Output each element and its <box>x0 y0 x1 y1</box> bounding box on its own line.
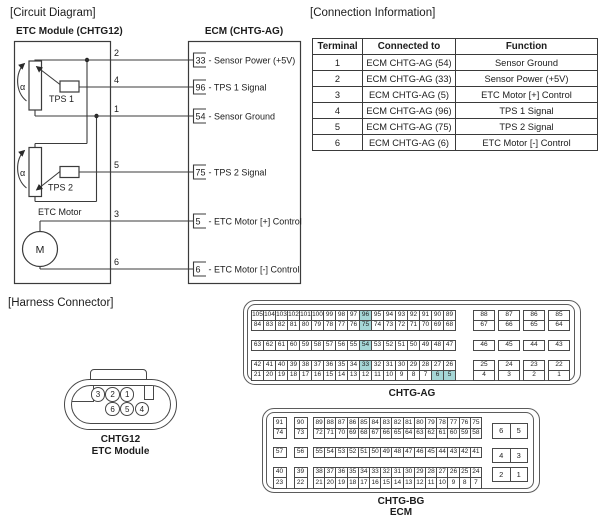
chtg-bg-pin-80: 80 <box>414 417 426 429</box>
chtg-bg-pin-76: 76 <box>459 417 471 429</box>
chtg-bg-pin-78: 78 <box>436 417 448 429</box>
chtg-bg-pin-43: 43 <box>447 447 459 459</box>
chtg12-pin-5: 5 <box>120 402 135 417</box>
chtg-ag-pin-69: 69 <box>431 320 444 331</box>
table-row <box>313 71 598 87</box>
ecm-pin-number: 96 <box>195 82 206 93</box>
chtg-ag-pin-35: 35 <box>335 360 348 371</box>
connection-information-table <box>312 38 598 151</box>
chtg-ag-pin-44: 44 <box>523 340 545 351</box>
chtg-bg-pin-82: 82 <box>391 417 403 429</box>
chtg-bg-pin-29: 29 <box>414 467 426 479</box>
chtg-bg-pin-84: 84 <box>369 417 381 429</box>
chtg-ag-pin-28: 28 <box>419 360 432 371</box>
connected-to-cell: ECM CHTG-AG (96) <box>363 103 456 119</box>
chtg-ag-pin-10: 10 <box>383 370 396 381</box>
chtg-ag-pin-13: 13 <box>347 370 360 381</box>
chtg-bg-pin-14: 14 <box>391 477 403 489</box>
chtg-bg-pin-6: 6 <box>492 423 511 439</box>
chtg-bg-pin-22: 22 <box>294 477 308 489</box>
module-pin-number: 1 <box>114 104 120 114</box>
ecm-pin-number: 6 <box>195 264 201 275</box>
connected-to-cell: ECM CHTG-AG (75) <box>363 119 456 135</box>
chtg-bg-pin-45: 45 <box>425 447 437 459</box>
col-header-function: Function <box>456 39 598 55</box>
module-pin-number: 5 <box>114 160 120 170</box>
chtg-ag-pin-4: 4 <box>473 370 495 381</box>
chtg12-pin-2: 2 <box>105 387 120 402</box>
circuit-diagram-section-title: [Circuit Diagram] <box>10 7 96 19</box>
chtg-ag-pin-16: 16 <box>311 370 324 381</box>
chtg-ag-pin-21: 21 <box>251 370 264 381</box>
col-header-connected-to: Connected to <box>363 39 456 55</box>
chtg-bg-pin-2: 2 <box>492 467 511 483</box>
chtg-ag-pin-15: 15 <box>323 370 336 381</box>
chtg-ag-pin-89: 89 <box>443 310 456 321</box>
chtg-bg-pin-79: 79 <box>425 417 437 429</box>
function-cell: Sensor Power (+5V) <box>456 71 598 87</box>
connected-to-cell: ECM CHTG-AG (54) <box>363 55 456 71</box>
chtg-ag-pin-52: 52 <box>383 340 396 351</box>
chtg12-connector-label: CHTG12 <box>100 434 141 445</box>
chtg-bg-pin-23: 23 <box>273 477 287 489</box>
function-cell: ETC Motor [-] Control <box>456 135 598 151</box>
chtg-bg-pin-71: 71 <box>324 428 336 440</box>
chtg-bg-pin-49: 49 <box>380 447 392 459</box>
chtg-bg-pin-46: 46 <box>414 447 426 459</box>
chtg-bg-pin-27: 27 <box>436 467 448 479</box>
chtg-bg-pin-35: 35 <box>347 467 359 479</box>
ecm-pin-function: - ETC Motor [+] Control <box>208 216 302 227</box>
chtg-bg-pin-36: 36 <box>335 467 347 479</box>
chtg-ag-pin-45: 45 <box>498 340 520 351</box>
chtg-ag-pin-47: 47 <box>443 340 456 351</box>
chtg-ag-pin-88: 88 <box>473 310 495 321</box>
chtg-bg-pin-30: 30 <box>403 467 415 479</box>
chtg-ag-pin-14: 14 <box>335 370 348 381</box>
chtg-ag-pin-101: 101 <box>299 310 312 321</box>
chtg-bg-pin-8: 8 <box>459 477 471 489</box>
table-row <box>313 55 598 71</box>
chtg-bg-pin-32: 32 <box>380 467 392 479</box>
chtg-ag-pin-26: 26 <box>443 360 456 371</box>
etc-motor-label: ETC Motor <box>38 207 82 217</box>
chtg12-pin-1: 1 <box>120 387 135 402</box>
chtg-bg-pin-5: 5 <box>510 423 529 439</box>
chtg-bg-pin-73: 73 <box>294 428 308 440</box>
chtg-bg-pin-13: 13 <box>403 477 415 489</box>
circuit-diagram <box>0 0 310 292</box>
chtg-ag-pin-30: 30 <box>395 360 408 371</box>
chtg-bg-pin-17: 17 <box>358 477 370 489</box>
chtg-ag-pin-19: 19 <box>275 370 288 381</box>
connected-to-cell: ECM CHTG-AG (6) <box>363 135 456 151</box>
chtg-ag-pin-9: 9 <box>395 370 408 381</box>
terminal-cell: 4 <box>313 103 363 119</box>
chtg-bg-pin-88: 88 <box>324 417 336 429</box>
chtg-ag-pin-41: 41 <box>263 360 276 371</box>
tps2-wiper-box <box>60 167 79 178</box>
chtg-bg-pin-56: 56 <box>294 447 308 459</box>
chtg-bg-pin-47: 47 <box>403 447 415 459</box>
chtg-bg-pin-31: 31 <box>391 467 403 479</box>
chtg12-pin-3: 3 <box>91 387 106 402</box>
chtg-bg-pin-48: 48 <box>391 447 403 459</box>
chtg-ag-pin-71: 71 <box>407 320 420 331</box>
chtg-ag-pin-73: 73 <box>383 320 396 331</box>
chtg-ag-pin-80: 80 <box>299 320 312 331</box>
chtg-ag-pin-64: 64 <box>548 320 570 331</box>
chtg-ag-pin-55: 55 <box>347 340 360 351</box>
chtg-bg-pin-90: 90 <box>294 417 308 429</box>
chtg-ag-pin-63: 63 <box>251 340 264 351</box>
chtg-bg-pin-18: 18 <box>347 477 359 489</box>
chtg-ag-pin-57: 57 <box>323 340 336 351</box>
chtg-bg-pin-64: 64 <box>403 428 415 440</box>
etc-module-box-label: ETC Module (CHTG12) <box>16 26 123 37</box>
chtg-bg-pin-74: 74 <box>273 428 287 440</box>
chtg-ag-pin-46: 46 <box>473 340 495 351</box>
chtg-bg-pin-41: 41 <box>470 447 482 459</box>
chtg-ag-pin-102: 102 <box>287 310 300 321</box>
chtg-bg-pin-19: 19 <box>335 477 347 489</box>
chtg-bg-pin-20: 20 <box>324 477 336 489</box>
chtg-ag-pin-93: 93 <box>395 310 408 321</box>
chtg-bg-pin-50: 50 <box>369 447 381 459</box>
chtg-bg-connector-sublabel: ECM <box>389 507 413 518</box>
chtg-ag-pin-76: 76 <box>347 320 360 331</box>
chtg-bg-pin-44: 44 <box>436 447 448 459</box>
chtg-ag-pin-60: 60 <box>287 340 300 351</box>
chtg-ag-pin-62: 62 <box>263 340 276 351</box>
chtg-ag-pin-33: 33 <box>359 360 372 371</box>
chtg-ag-pin-65: 65 <box>523 320 545 331</box>
chtg-ag-pin-72: 72 <box>395 320 408 331</box>
terminal-cell: 6 <box>313 135 363 151</box>
chtg-ag-pin-5: 5 <box>443 370 456 381</box>
chtg-ag-pin-48: 48 <box>431 340 444 351</box>
chtg-ag-pin-38: 38 <box>299 360 312 371</box>
terminal-cell: 1 <box>313 55 363 71</box>
chtg-bg-pin-38: 38 <box>313 467 325 479</box>
tps1-wiper-box <box>60 81 79 92</box>
tps2-label: TPS 2 <box>48 182 74 193</box>
chtg-bg-pin-77: 77 <box>447 417 459 429</box>
chtg12-step-horizontal <box>72 401 94 402</box>
tps1-label: TPS 1 <box>49 94 75 104</box>
chtg-bg-pin-75: 75 <box>470 417 482 429</box>
chtg-ag-pin-70: 70 <box>419 320 432 331</box>
chtg-ag-pin-12: 12 <box>359 370 372 381</box>
function-cell: TPS 2 Signal <box>456 119 598 135</box>
chtg-ag-pin-2: 2 <box>523 370 545 381</box>
chtg-bg-pin-37: 37 <box>324 467 336 479</box>
terminal-cell: 5 <box>313 119 363 135</box>
module-pin-number: 4 <box>114 75 120 85</box>
terminal-cell: 2 <box>313 71 363 87</box>
connection-information-section-title: [Connection Information] <box>310 7 436 19</box>
tps1-angle-symbol: α <box>20 82 26 92</box>
chtg-ag-pin-67: 67 <box>473 320 495 331</box>
chtg-ag-pin-83: 83 <box>263 320 276 331</box>
chtg-ag-pin-82: 82 <box>275 320 288 331</box>
chtg12-pin-6: 6 <box>105 402 120 417</box>
chtg-bg-pin-7: 7 <box>470 477 482 489</box>
chtg-ag-pin-84: 84 <box>251 320 264 331</box>
chtg-bg-pin-26: 26 <box>447 467 459 479</box>
chtg-ag-pin-103: 103 <box>275 310 288 321</box>
chtg-ag-pin-40: 40 <box>275 360 288 371</box>
table-row <box>313 103 598 119</box>
chtg-bg-pin-61: 61 <box>436 428 448 440</box>
chtg-ag-pin-32: 32 <box>371 360 384 371</box>
chtg-ag-pin-77: 77 <box>335 320 348 331</box>
chtg-bg-pin-4: 4 <box>492 448 511 464</box>
ecm-pin-number: 5 <box>195 216 201 227</box>
chtg12-key-notch <box>144 386 154 400</box>
motor-symbol: M <box>35 244 45 256</box>
chtg-ag-pin-59: 59 <box>299 340 312 351</box>
ecm-box <box>189 42 301 284</box>
chtg-bg-pin-12: 12 <box>414 477 426 489</box>
chtg-bg-pin-85: 85 <box>358 417 370 429</box>
ecm-pin-number: 54 <box>195 111 206 122</box>
chtg-bg-pin-55: 55 <box>313 447 325 459</box>
chtg-ag-pin-37: 37 <box>311 360 324 371</box>
chtg-bg-pin-51: 51 <box>358 447 370 459</box>
chtg-ag-pin-36: 36 <box>323 360 336 371</box>
chtg-ag-pin-31: 31 <box>383 360 396 371</box>
col-header-terminal: Terminal <box>313 39 363 55</box>
chtg-bg-pin-86: 86 <box>347 417 359 429</box>
chtg-bg-pin-54: 54 <box>324 447 336 459</box>
module-pin-number: 3 <box>114 209 120 219</box>
chtg-bg-pin-16: 16 <box>369 477 381 489</box>
chtg12-connector-sublabel: ETC Module <box>91 446 150 457</box>
table-row <box>313 135 598 151</box>
ecm-pin-function: - Sensor Power (+5V) <box>208 55 296 66</box>
chtg-ag-pin-105: 105 <box>251 310 264 321</box>
chtg-bg-pin-83: 83 <box>380 417 392 429</box>
chtg-ag-pin-75: 75 <box>359 320 372 331</box>
connected-to-cell: ECM CHTG-AG (5) <box>363 87 456 103</box>
chtg-bg-pin-60: 60 <box>447 428 459 440</box>
chtg-bg-pin-65: 65 <box>391 428 403 440</box>
chtg-ag-pin-97: 97 <box>347 310 360 321</box>
chtg-ag-pin-49: 49 <box>419 340 432 351</box>
chtg-ag-pin-8: 8 <box>407 370 420 381</box>
chtg-ag-pin-81: 81 <box>287 320 300 331</box>
chtg-ag-pin-91: 91 <box>419 310 432 321</box>
chtg-bg-pin-10: 10 <box>436 477 448 489</box>
chtg-bg-pin-81: 81 <box>403 417 415 429</box>
chtg-ag-pin-95: 95 <box>371 310 384 321</box>
table-row <box>313 87 598 103</box>
connected-to-cell: ECM CHTG-AG (33) <box>363 71 456 87</box>
chtg-bg-pin-53: 53 <box>335 447 347 459</box>
chtg-ag-pin-1: 1 <box>548 370 570 381</box>
chtg-ag-pin-22: 22 <box>548 360 570 371</box>
chtg-bg-pin-33: 33 <box>369 467 381 479</box>
chtg-bg-pin-69: 69 <box>347 428 359 440</box>
terminal-cell: 3 <box>313 87 363 103</box>
chtg-ag-pin-3: 3 <box>498 370 520 381</box>
chtg-ag-pin-78: 78 <box>323 320 336 331</box>
ecm-pin-function: - ETC Motor [-] Control <box>208 264 300 275</box>
chtg-ag-pin-58: 58 <box>311 340 324 351</box>
chtg-bg-pin-58: 58 <box>470 428 482 440</box>
function-cell: TPS 1 Signal <box>456 103 598 119</box>
chtg-ag-pin-23: 23 <box>523 360 545 371</box>
chtg-ag-pin-29: 29 <box>407 360 420 371</box>
chtg-bg-pin-3: 3 <box>510 448 529 464</box>
chtg-bg-pin-28: 28 <box>425 467 437 479</box>
ecm-pin-function: - TPS 2 Signal <box>208 167 267 178</box>
wire-group <box>35 48 302 276</box>
chtg-ag-pin-66: 66 <box>498 320 520 331</box>
chtg-ag-pin-6: 6 <box>431 370 444 381</box>
chtg-bg-pin-70: 70 <box>335 428 347 440</box>
chtg-ag-pin-90: 90 <box>431 310 444 321</box>
chtg-bg-pin-21: 21 <box>313 477 325 489</box>
table-header-row <box>313 39 598 55</box>
chtg-ag-pin-53: 53 <box>371 340 384 351</box>
chtg-ag-pin-50: 50 <box>407 340 420 351</box>
chtg-bg-pin-34: 34 <box>358 467 370 479</box>
chtg-bg-pin-24: 24 <box>470 467 482 479</box>
chtg-bg-pin-72: 72 <box>313 428 325 440</box>
module-pin-number: 2 <box>114 48 120 58</box>
tps1-wiper-arrow <box>37 67 61 85</box>
chtg-ag-pin-86: 86 <box>523 310 545 321</box>
chtg-ag-pin-17: 17 <box>299 370 312 381</box>
chtg-bg-pin-15: 15 <box>380 477 392 489</box>
chtg-bg-pin-11: 11 <box>425 477 437 489</box>
chtg12-pin-4: 4 <box>135 402 150 417</box>
chtg-bg-pin-68: 68 <box>358 428 370 440</box>
chtg-ag-pin-7: 7 <box>419 370 432 381</box>
function-cell: ETC Motor [+] Control <box>456 87 598 103</box>
chtg-ag-pin-24: 24 <box>498 360 520 371</box>
harness-connector-section-title: [Harness Connector] <box>8 297 114 309</box>
chtg-bg-pin-39: 39 <box>294 467 308 479</box>
chtg-ag-pin-74: 74 <box>371 320 384 331</box>
chtg-bg-pin-57: 57 <box>273 447 287 459</box>
tps2-angle-symbol: α <box>20 168 26 178</box>
chtg-ag-pin-92: 92 <box>407 310 420 321</box>
chtg-bg-pin-42: 42 <box>459 447 471 459</box>
chtg-bg-pin-1: 1 <box>510 467 529 483</box>
table-row <box>313 119 598 135</box>
chtg-bg-pin-89: 89 <box>313 417 325 429</box>
chtg-ag-pin-18: 18 <box>287 370 300 381</box>
ecm-pin-function: - TPS 1 Signal <box>208 82 267 93</box>
chtg-bg-pin-66: 66 <box>380 428 392 440</box>
chtg-ag-pin-51: 51 <box>395 340 408 351</box>
chtg-ag-pin-94: 94 <box>383 310 396 321</box>
ecm-pin-number: 75 <box>195 167 206 178</box>
chtg-bg-pin-91: 91 <box>273 417 287 429</box>
chtg-bg-pin-9: 9 <box>447 477 459 489</box>
chtg-ag-pin-98: 98 <box>335 310 348 321</box>
ecm-pin-number: 33 <box>195 55 206 66</box>
chtg-bg-pin-62: 62 <box>425 428 437 440</box>
chtg-ag-pin-42: 42 <box>251 360 264 371</box>
chtg-ag-pin-34: 34 <box>347 360 360 371</box>
chtg-ag-pin-79: 79 <box>311 320 324 331</box>
chtg-bg-pin-52: 52 <box>347 447 359 459</box>
chtg-ag-pin-87: 87 <box>498 310 520 321</box>
chtg-bg-pin-25: 25 <box>459 467 471 479</box>
tps2-resistor <box>29 148 42 197</box>
chtg-bg-pin-87: 87 <box>335 417 347 429</box>
function-cell: Sensor Ground <box>456 55 598 71</box>
chtg-ag-pin-68: 68 <box>443 320 456 331</box>
chtg-ag-pin-39: 39 <box>287 360 300 371</box>
chtg-ag-pin-43: 43 <box>548 340 570 351</box>
chtg-ag-pin-54: 54 <box>359 340 372 351</box>
chtg-ag-pin-56: 56 <box>335 340 348 351</box>
chtg-ag-pin-85: 85 <box>548 310 570 321</box>
chtg-bg-pin-59: 59 <box>459 428 471 440</box>
chtg-ag-pin-104: 104 <box>263 310 276 321</box>
chtg-bg-pin-40: 40 <box>273 467 287 479</box>
chtg-ag-pin-100: 100 <box>311 310 324 321</box>
chtg-bg-connector-label: CHTG-BG <box>377 496 425 507</box>
chtg-ag-pin-11: 11 <box>371 370 384 381</box>
module-pin-number: 6 <box>114 257 120 267</box>
chtg-bg-pin-67: 67 <box>369 428 381 440</box>
chtg-ag-pin-99: 99 <box>323 310 336 321</box>
chtg-bg-pin-63: 63 <box>414 428 426 440</box>
chtg-ag-pin-20: 20 <box>263 370 276 381</box>
chtg-ag-connector-label: CHTG-AG <box>388 388 436 399</box>
chtg-ag-pin-96: 96 <box>359 310 372 321</box>
chtg-ag-pin-27: 27 <box>431 360 444 371</box>
ecm-box-label: ECM (CHTG-AG) <box>204 26 284 37</box>
chtg-ag-pin-25: 25 <box>473 360 495 371</box>
chtg-ag-pin-61: 61 <box>275 340 288 351</box>
ecm-pin-function: - Sensor Ground <box>208 111 276 122</box>
